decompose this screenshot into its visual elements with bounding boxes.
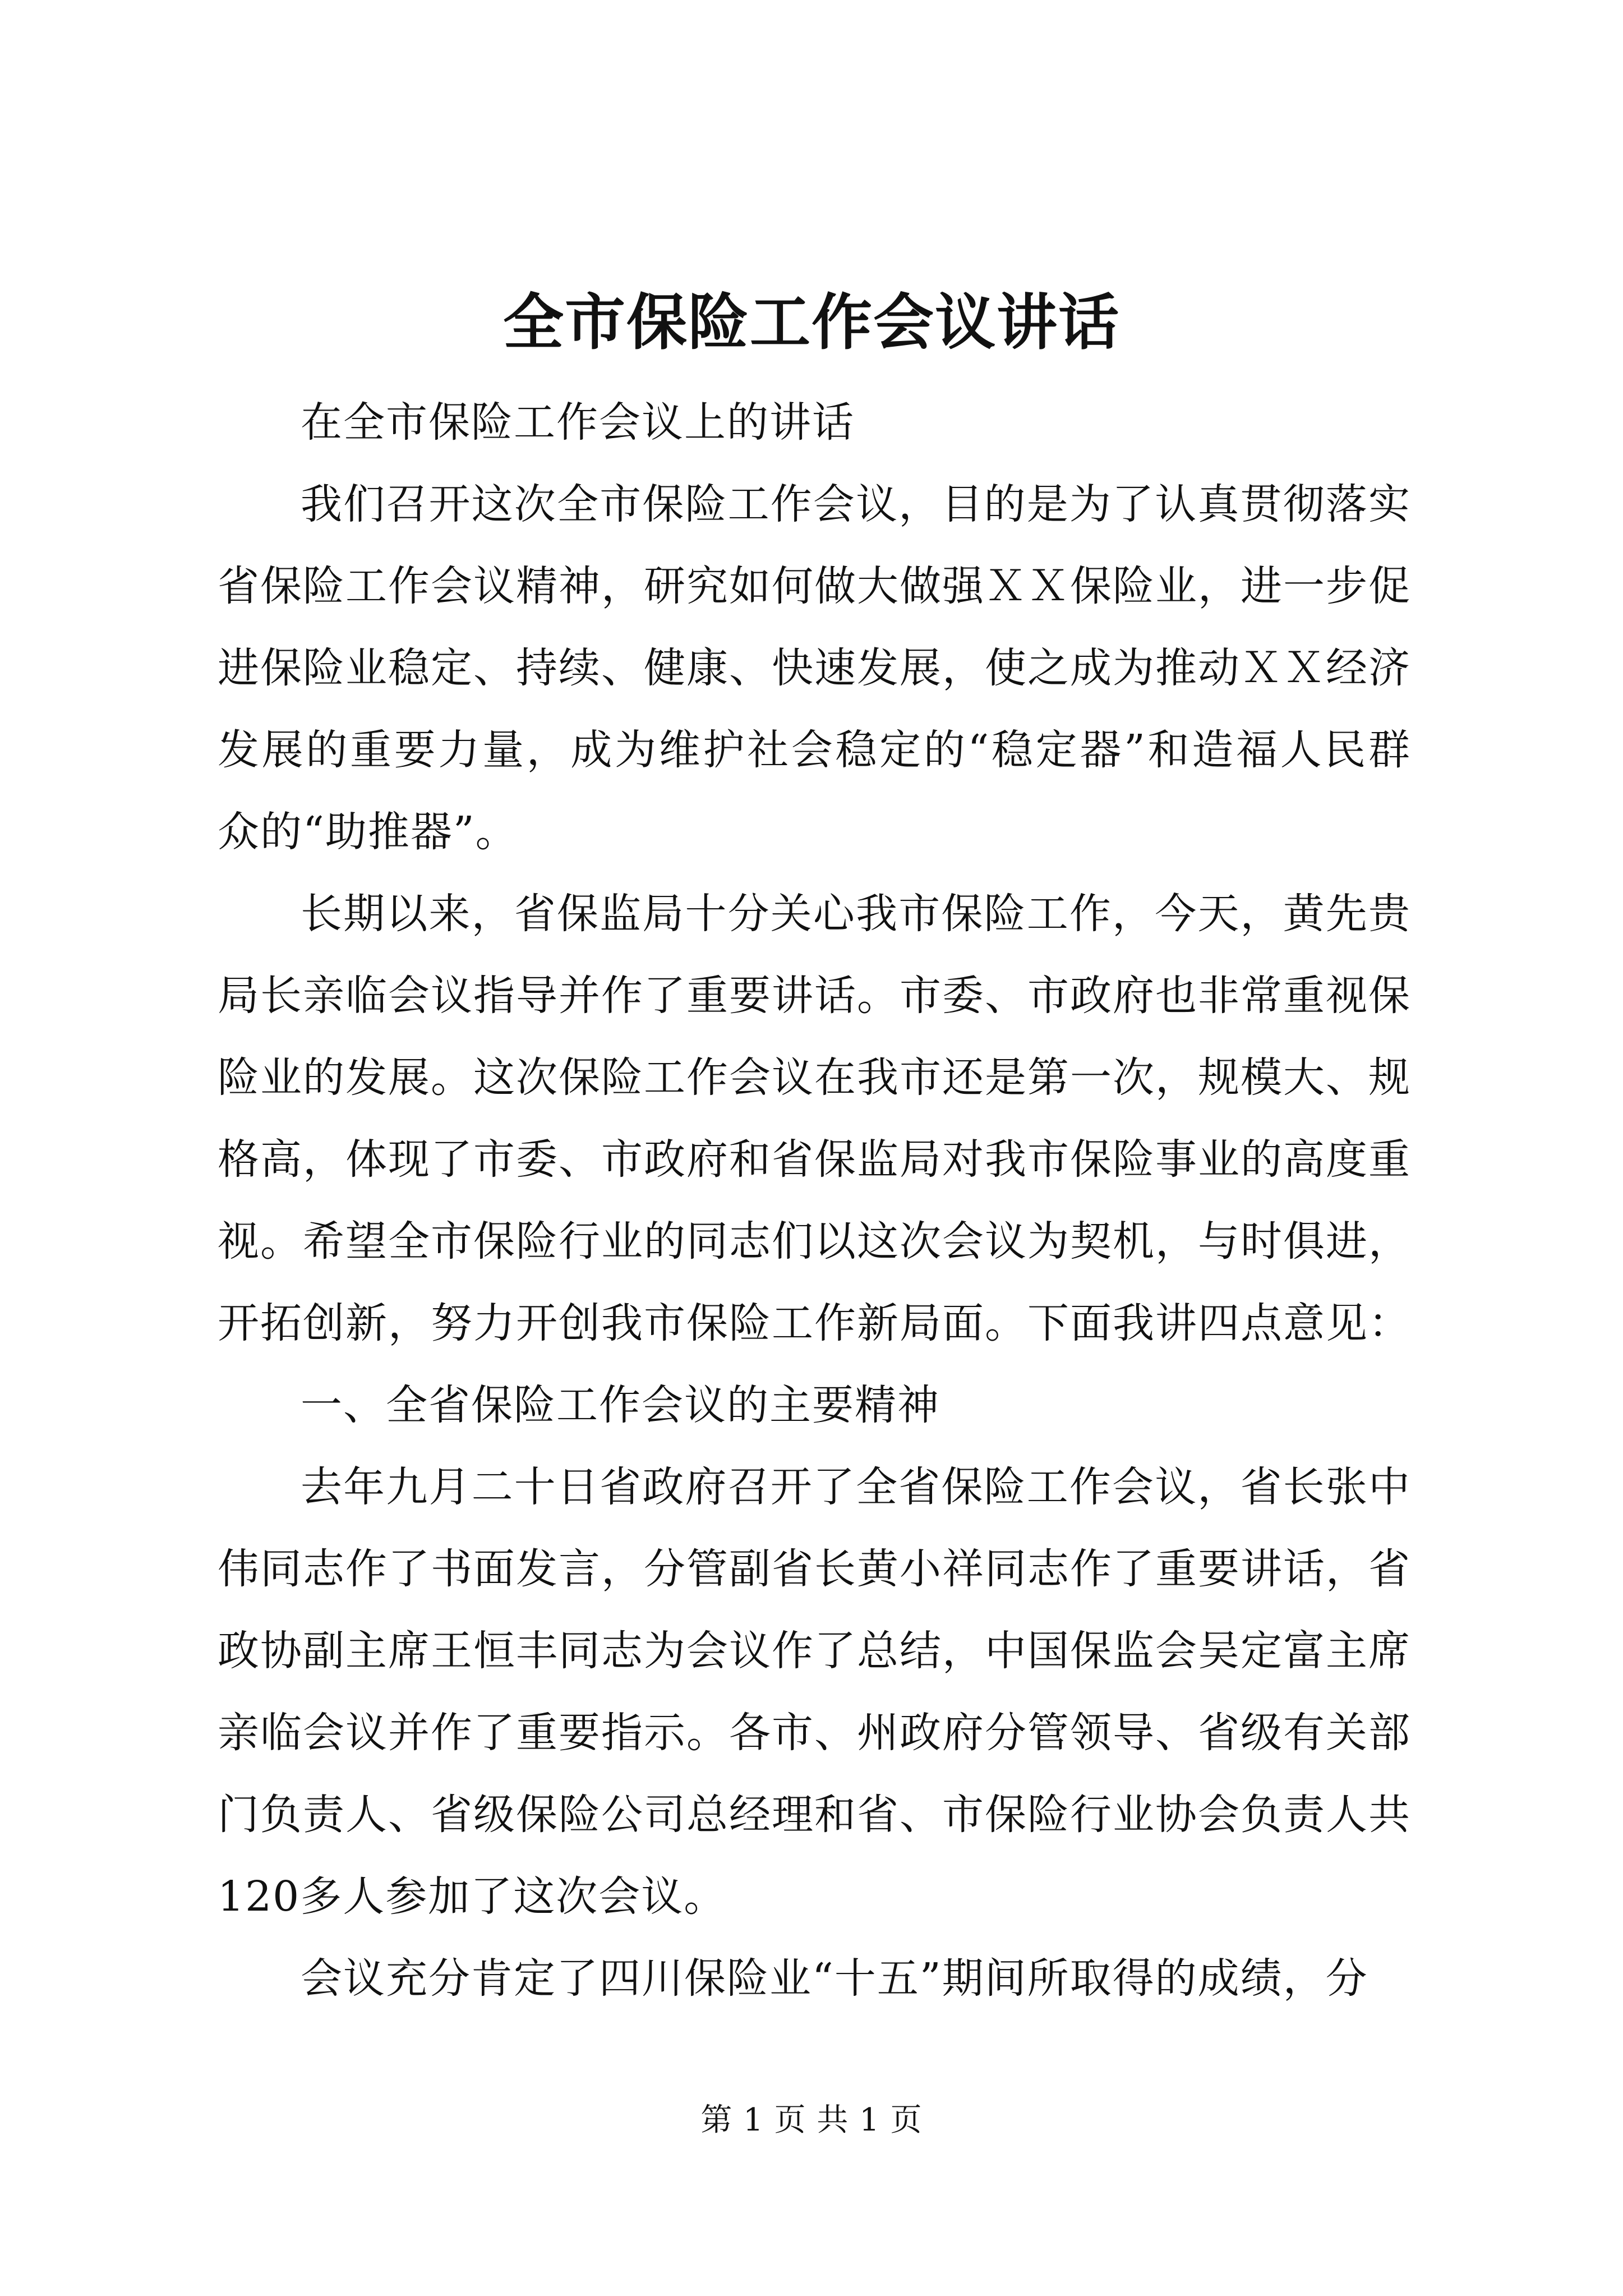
section-heading: 一、全省保险工作会议的主要精神 xyxy=(301,1381,940,1429)
body-paragraph: 会议充分肯定了四川保险业“十五”期间所取得的成绩，分 xyxy=(301,1954,1368,2003)
document-body xyxy=(218,381,1411,2019)
subtitle-paragraph: 在全市保险工作会议上的讲话 xyxy=(301,398,855,447)
document-title: 全市保险工作会议讲话 xyxy=(502,287,1120,358)
body-paragraph: 我们召开这次全市保险工作会议，目的是为了认真贯彻落实省保险工作会议精神，研究如何做大做强ＸＸ保险业，进一步促进保险业稳定、持续、健康、快速发展，使之成为推动ＸＸ经济发展的重要力量，成为维护社会稳定的“稳定器”和造福人民群众的“助推器”。 xyxy=(218,480,1411,856)
page-footer: 第 1 页 共 1 页 xyxy=(700,2102,923,2138)
body-paragraph: 长期以来，省保监局十分关心我市保险工作，今天，黄先贵局长亲临会议指导并作了重要讲话。市委、市政府也非常重视保险业的发展。这次保险工作会议在我市还是第一次，规模大、规格高，体现了市委、市政府和省保监局对我市保险事业的高度重视。希望全市保险行业的同志们以这次会议为契机，与时俱进，开拓创新，努力开创我市保险工作新局面。下面我讲四点意见： xyxy=(218,890,1411,1347)
body-paragraph: 去年九月二十日省政府召开了全省保险工作会议，省长张中伟同志作了书面发言，分管副省长黄小祥同志作了重要讲话，省政协副主席王恒丰同志为会议作了总结，中国保监会吴定富主席亲临会议并作了重要指示。各市、州政府分管领导、省级有关部门负责人、省级保险公司总经理和省、市保险行业协会负责人共120多人参加了这次会议。 xyxy=(218,1463,1411,1921)
